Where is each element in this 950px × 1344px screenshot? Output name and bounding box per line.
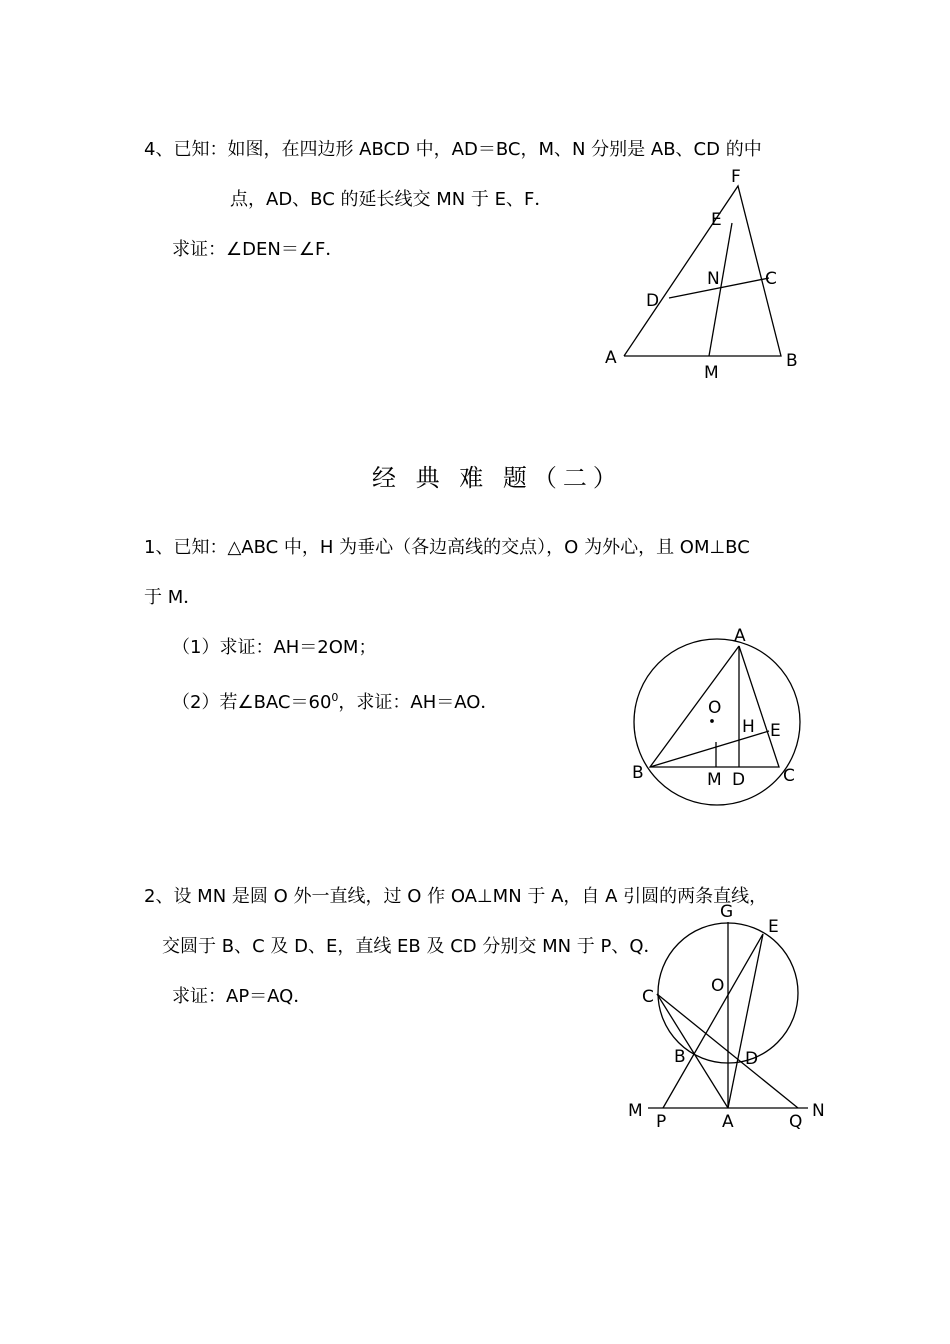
label-M: M <box>628 1101 643 1121</box>
problem4-claim: 求证：∠DEN＝∠F． <box>172 239 344 260</box>
label-B: B <box>786 351 798 371</box>
problem4-line1: 4、已知：如图，在四边形 ABCD 中，AD＝BC，M、N 分别是 AB、CD 的中 <box>144 139 762 160</box>
label-E: E <box>770 721 781 741</box>
label-B: B <box>674 1047 686 1067</box>
label-P: P <box>656 1112 667 1132</box>
label-E: E <box>711 210 722 230</box>
problemB1-part2-main: （2）若∠BAC＝60 <box>172 692 332 713</box>
section-title: 经 典 难 题（二） <box>372 464 623 492</box>
degree-superscript: 0 <box>331 691 339 704</box>
problemB2-line2: 交圆于 B、C 及 D、E，直线 EB 及 CD 分别交 MN 于 P、Q． <box>162 936 662 957</box>
label-G: G <box>720 902 734 922</box>
label-C: C <box>642 987 654 1007</box>
problemB1-line1: 1、已知：△ABC 中，H 为垂心（各边高线的交点），O 为外心，且 OM⊥BC <box>144 537 750 558</box>
label-M: M <box>707 770 722 790</box>
label-A: A <box>605 348 617 368</box>
segment-EA <box>728 934 763 1108</box>
label-F: F <box>731 167 741 187</box>
label-H: H <box>742 717 755 737</box>
label-D: D <box>745 1049 759 1069</box>
label-O: O <box>708 698 722 718</box>
problemB1-part2-rest: ，求证：AH＝AO． <box>338 692 499 713</box>
label-A: A <box>722 1112 734 1132</box>
line-EBP <box>663 934 763 1108</box>
label-C: C <box>783 766 795 786</box>
segment-CA <box>657 994 728 1108</box>
label-D: D <box>646 291 660 311</box>
label-A: A <box>734 626 746 646</box>
label-O: O <box>711 976 725 996</box>
label-N: N <box>707 269 720 289</box>
problemB2-claim: 求证：AP＝AQ． <box>172 986 312 1007</box>
problemB1-part1: （1）求证：AH＝2OM； <box>172 637 377 658</box>
problemB2-line1: 2、设 MN 是圆 O 外一直线，过 O 作 OA⊥MN 于 A，自 A 引圆的两条直线， <box>144 886 768 907</box>
label-N: N <box>812 1101 825 1121</box>
label-B: B <box>632 763 644 783</box>
label-C: C <box>765 269 777 289</box>
label-E: E <box>768 917 779 937</box>
problem4-line2: 点，AD、BC 的延长线交 MN 于 E、F． <box>230 189 553 210</box>
label-M: M <box>704 363 719 383</box>
label-Q: Q <box>789 1112 803 1132</box>
label-D: D <box>732 770 746 790</box>
problemB1-line2: 于 M． <box>144 587 202 608</box>
